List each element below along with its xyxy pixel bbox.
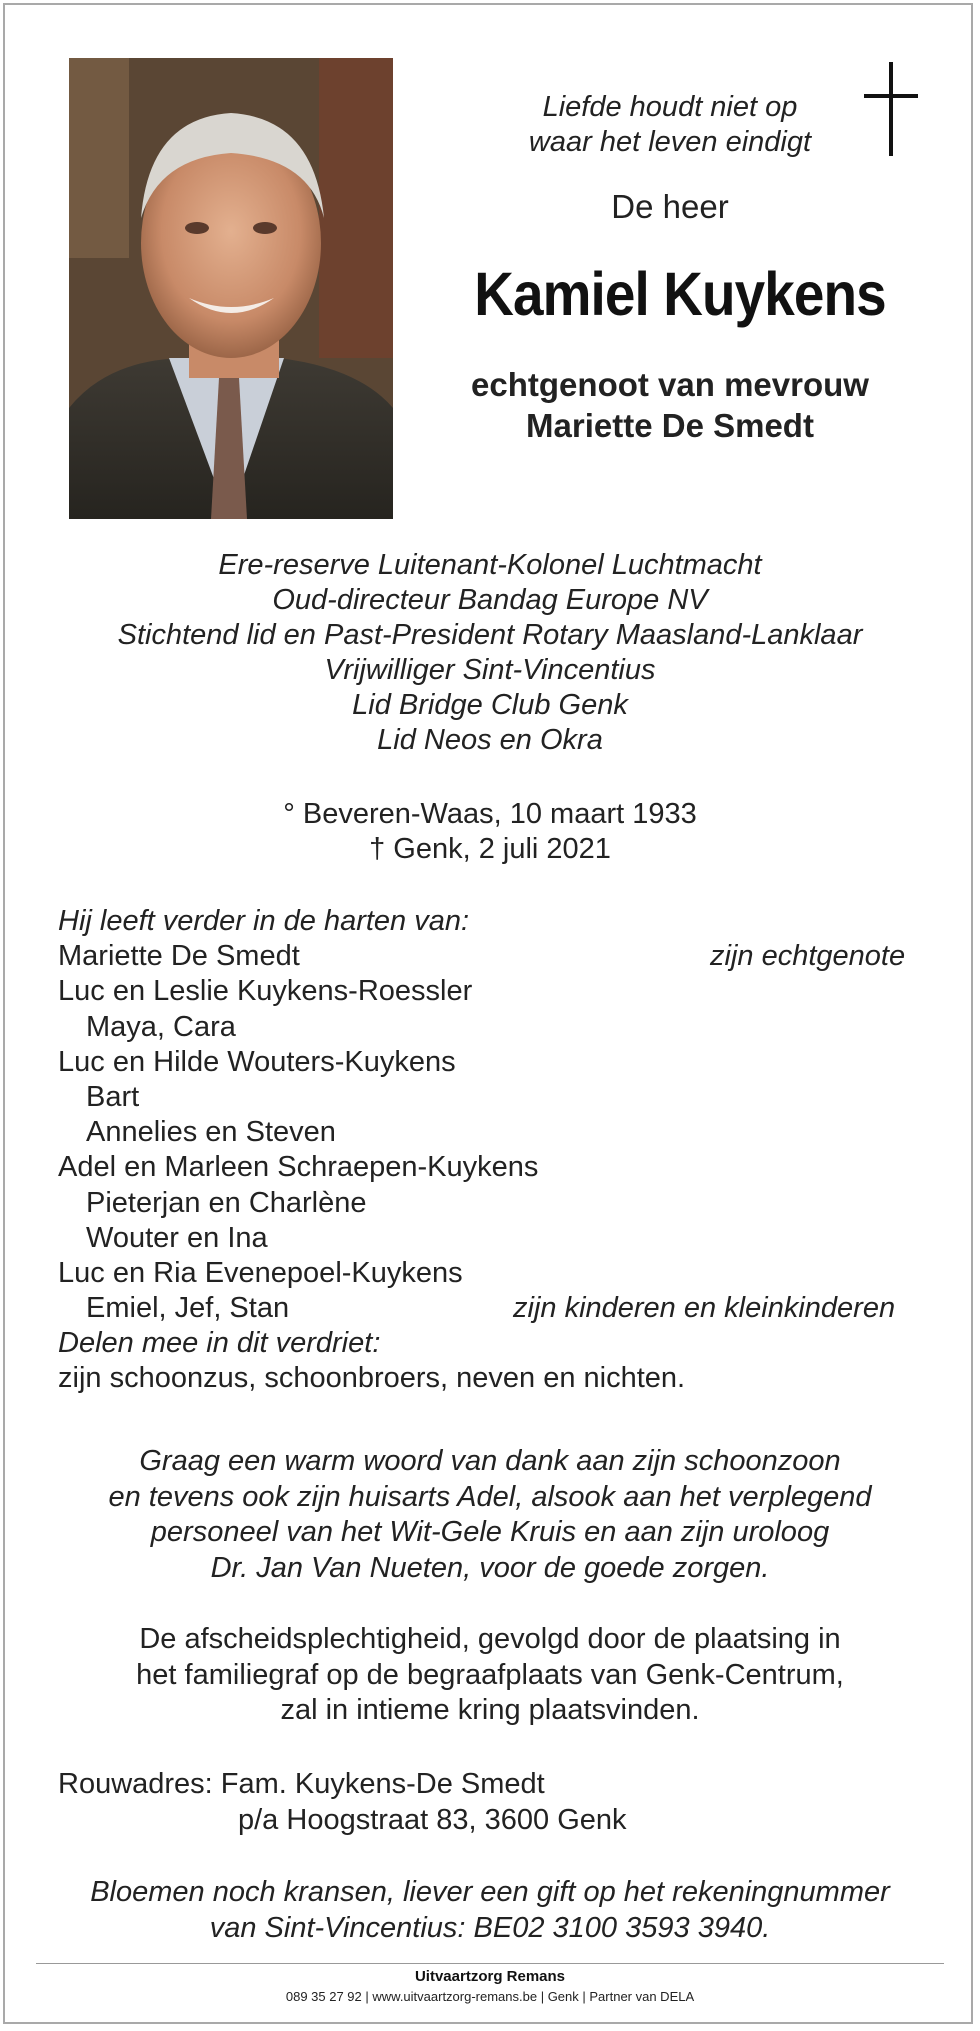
title-line: Lid Bridge Club Genk (352, 689, 628, 721)
flowers-paragraph (0, 1874, 980, 1946)
spouse-statement (430, 364, 910, 446)
cross-icon (862, 58, 922, 158)
motto-line: Liefde houdt niet op (542, 91, 798, 123)
spouse-name: Mariette De Smedt (58, 940, 300, 973)
flowers-line: Bloemen noch kransen, liever een gift op het rekeningnummer (90, 1876, 890, 1908)
title-line: Vrijwilliger Sint-Vincentius (324, 654, 656, 686)
family-member: Adel en Marleen Schraepen-Kuykens (58, 1151, 539, 1184)
footer-divider (36, 1963, 944, 1964)
family-intro: Hij leeft verder in de harten van: (58, 905, 470, 937)
spouse-line: echtgenoot van mevrouw (471, 366, 869, 403)
thanks-line: Dr. Jan Van Nueten, voor de goede zorgen. (210, 1551, 770, 1584)
ceremony-line: het familiegraf op de begraafplaats van Genk-Centrum, (136, 1658, 844, 1691)
title-line: Lid Neos en Okra (377, 724, 603, 756)
family-section (58, 904, 928, 1397)
address-line: Rouwadres: Fam. Kuykens-De Smedt (58, 1768, 545, 1800)
family-member: Luc en Ria Evenepoel-Kuykens (58, 1256, 463, 1289)
title-line: Stichtend lid en Past-President Rotary Maasland-Lanklaar (117, 619, 863, 651)
mourning-address (58, 1766, 918, 1838)
family-member: Annelies en Steven (86, 1116, 336, 1149)
family-member: Emiel, Jef, Stan (86, 1292, 290, 1325)
birth-date: ° Beveren-Waas, 10 maart 1933 (283, 798, 697, 830)
thanks-line: personeel van het Wit-Gele Kruis en aan zijn uroloog (150, 1516, 830, 1548)
spouse-line: Mariette De Smedt (526, 407, 814, 444)
title-line: Ere-reserve Luitenant-Kolonel Luchtmacht (218, 549, 762, 581)
motto-line: waar het leven eindigt (528, 126, 812, 158)
address-line: p/a Hoogstraat 83, 3600 Genk (238, 1804, 627, 1836)
family-member: Maya, Cara (86, 1010, 236, 1043)
spouse-role: zijn echtgenote (710, 940, 906, 973)
thanks-line: en tevens ook zijn huisarts Adel, alsook aan het verplegend (108, 1480, 872, 1513)
family-row (58, 939, 928, 974)
sharing-intro: Delen mee in dit verdriet: (58, 1327, 381, 1360)
thanks-line: Graag een warm woord van dank aan zijn schoonzoon (139, 1445, 841, 1477)
deceased-name: Kamiel Kuykens (474, 260, 886, 328)
family-member: Pieterjan en Charlène (86, 1186, 367, 1219)
thanks-paragraph (0, 1444, 980, 1586)
family-member: Bart (86, 1080, 140, 1113)
family-row (58, 1291, 928, 1326)
flowers-line: van Sint-Vincentius: BE02 3100 3593 3940. (209, 1912, 771, 1944)
motto (480, 90, 860, 160)
title-line: Oud-directeur Bandag Europe NV (272, 584, 708, 616)
family-member: Luc en Hilde Wouters-Kuykens (58, 1045, 456, 1078)
ceremony-line: zal in intieme kring plaatsvinden. (280, 1694, 700, 1726)
funeral-contact: 089 35 27 92 | www.uitvaartzorg-remans.be | Genk | Partner van DELA (285, 1989, 695, 2004)
ceremony-paragraph (0, 1622, 980, 1729)
honorific: De heer (611, 188, 729, 225)
children-role: zijn kinderen en kleinkinderen (513, 1292, 896, 1325)
funeral-company: Uitvaartzorg Remans (414, 1968, 566, 1985)
family-member: Wouter en Ina (86, 1221, 268, 1254)
titles-list (0, 548, 980, 758)
family-member: Luc en Leslie Kuykens-Roessler (58, 975, 473, 1008)
portrait-photo (69, 58, 393, 519)
death-date: † Genk, 2 juli 2021 (369, 833, 611, 865)
ceremony-line: De afscheidsplechtigheid, gevolgd door de plaatsing in (139, 1623, 841, 1655)
life-dates (0, 797, 980, 867)
sharing-text: zijn schoonzus, schoonbroers, neven en nichten. (58, 1362, 686, 1395)
